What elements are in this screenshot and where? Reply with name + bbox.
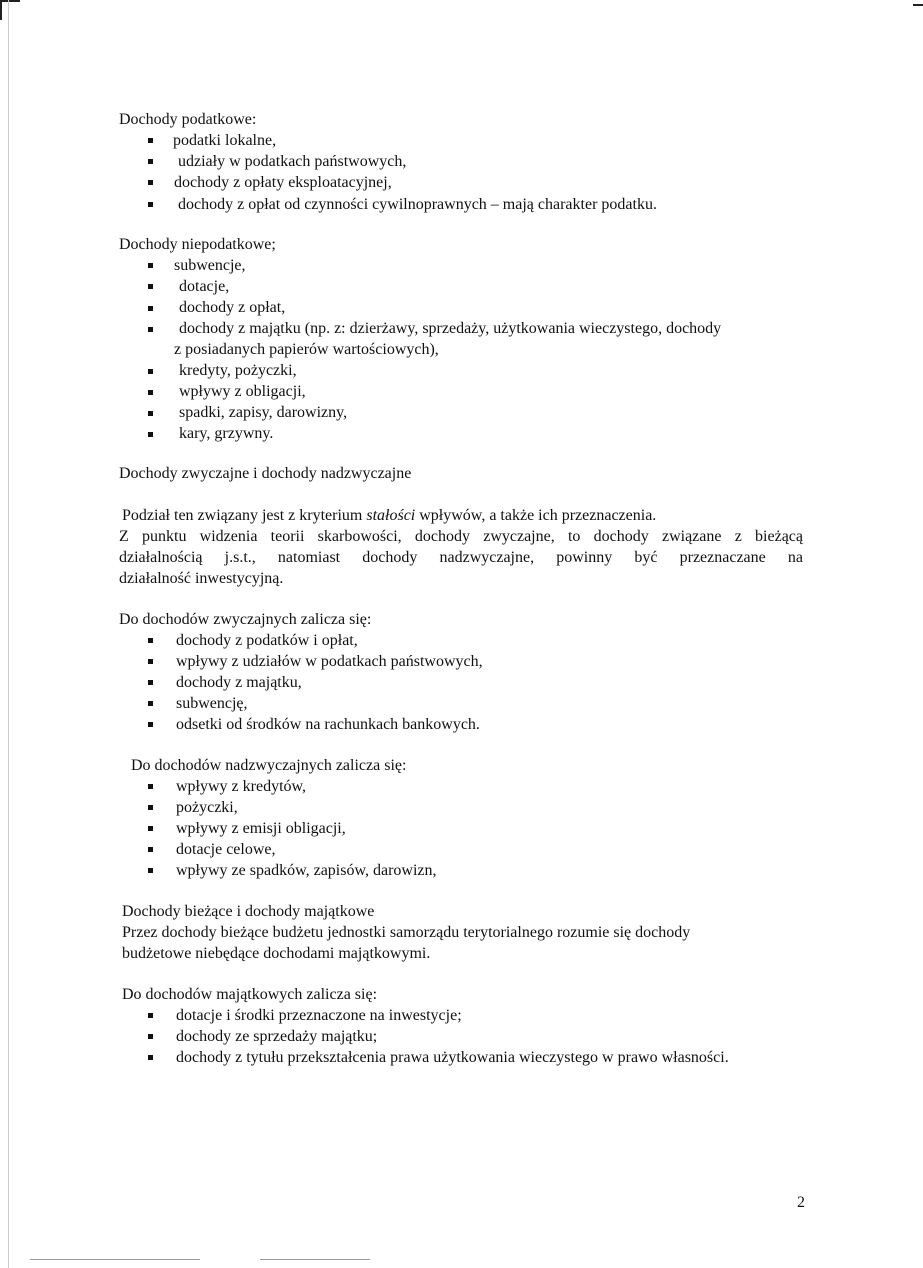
bullet-icon — [148, 202, 153, 207]
list-item: dochody z podatków i opłat, — [176, 632, 358, 649]
list-item: subwencje, — [174, 257, 246, 274]
section-heading: Do dochodów zwyczajnych zalicza się: — [119, 611, 372, 628]
section-heading: Do dochodów nadzwyczajnych zalicza się: — [131, 757, 407, 774]
list-item: dotacje i środki przeznaczone na inwestycje; — [176, 1007, 462, 1024]
bullet-icon — [148, 327, 153, 332]
bullet-icon — [148, 826, 153, 831]
list-item: wpływy z kredytów, — [176, 778, 307, 795]
list-item: dotacje celowe, — [176, 841, 276, 858]
bullet-icon — [148, 263, 153, 268]
scan-bottom-line — [260, 1259, 370, 1260]
list-item: wpływy z emisji obligacji, — [176, 820, 346, 837]
list-item: dochody z majątku (np. z: dzierżawy, sprzedaży, użytkowania wieczystego, dochody — [179, 320, 722, 337]
bullet-icon — [148, 659, 153, 664]
paragraph-line: Podział ten związany jest z kryterium stałości wpływów, a także ich przeznaczenia. — [122, 507, 657, 524]
bullet-icon — [148, 180, 153, 185]
list-item: podatki lokalne, — [173, 132, 277, 149]
list-item: wpływy z obligacji, — [179, 383, 306, 400]
list-item: dochody z opłat od czynności cywilnoprawnych – mają charakter podatku. — [178, 196, 657, 213]
bullet-icon — [148, 701, 153, 706]
bullet-icon — [148, 1055, 153, 1060]
list-item: dochody z majątku, — [176, 674, 302, 691]
list-item: dotacje, — [179, 278, 230, 295]
bullet-icon — [148, 847, 153, 852]
list-item: dochody z opłat, — [179, 299, 286, 316]
list-item: kary, grzywny. — [179, 425, 274, 442]
bullet-icon — [148, 390, 153, 395]
bullet-icon — [148, 284, 153, 289]
bullet-icon — [148, 680, 153, 685]
bullet-icon — [148, 306, 153, 311]
list-item: subwencję, — [176, 695, 248, 712]
emphasis-text: stałości — [366, 507, 416, 524]
bullet-icon — [148, 722, 153, 727]
list-item: dochody z tytułu przekształcenia prawa użytkowania wieczystego w prawo własności. — [176, 1049, 729, 1066]
bullet-icon — [148, 411, 153, 416]
scan-edge-line — [8, 0, 9, 1268]
scan-corner-mark — [0, 0, 2, 20]
bullet-icon — [148, 138, 153, 143]
list-item: wpływy z udziałów w podatkach państwowych, — [176, 653, 483, 670]
paragraph-line: działalnością j.s.t., natomiast dochody nadzwyczajne, powinny być przeznaczane na — [119, 549, 803, 566]
bullet-icon — [148, 159, 153, 164]
list-item: dochody ze sprzedaży majątku; — [176, 1028, 378, 1045]
section-heading: Dochody zwyczajne i dochody nadzwyczajne — [119, 465, 412, 482]
list-item: wpływy ze spadków, zapisów, darowizn, — [176, 862, 437, 879]
scan-bottom-line — [30, 1259, 200, 1260]
list-item: pożyczki, — [176, 799, 238, 816]
paragraph-line: budżetowe niebędące dochodami majątkowymi. — [122, 945, 431, 962]
list-item: kredyty, pożyczki, — [179, 362, 297, 379]
bullet-icon — [148, 868, 153, 873]
paragraph-line: Z punktu widzenia teorii skarbowości, dochody zwyczajne, to dochody związane z bieżącą — [119, 528, 803, 545]
paragraph-line: Przez dochody bieżące budżetu jednostki samorządu terytorialnego rozumie się dochody — [122, 924, 691, 941]
section-heading: Dochody bieżące i dochody majątkowe — [122, 903, 375, 920]
section-heading: Dochody niepodatkowe; — [119, 236, 276, 253]
list-item: dochody z opłaty eksploatacyjnej, — [174, 174, 392, 191]
bullet-icon — [148, 1013, 153, 1018]
section-heading: Do dochodów majątkowych zalicza się: — [122, 986, 378, 1003]
section-heading: Dochody podatkowe: — [119, 111, 257, 128]
bullet-icon — [148, 369, 153, 374]
list-item: odsetki od środków na rachunkach bankowych. — [176, 716, 480, 733]
list-item: udziały w podatkach państwowych, — [178, 153, 407, 170]
bullet-icon — [148, 805, 153, 810]
bullet-icon — [148, 784, 153, 789]
list-item-continuation: z posiadanych papierów wartościowych), — [174, 341, 439, 358]
list-item: spadki, zapisy, darowizny, — [179, 404, 348, 421]
paragraph-line: działalność inwestycyjną. — [119, 570, 284, 587]
page-number: 2 — [797, 1194, 805, 1211]
bullet-icon — [148, 638, 153, 643]
bullet-icon — [148, 1034, 153, 1039]
scan-corner-mark — [913, 4, 923, 6]
scan-corner-mark — [0, 0, 20, 2]
bullet-icon — [148, 432, 153, 437]
